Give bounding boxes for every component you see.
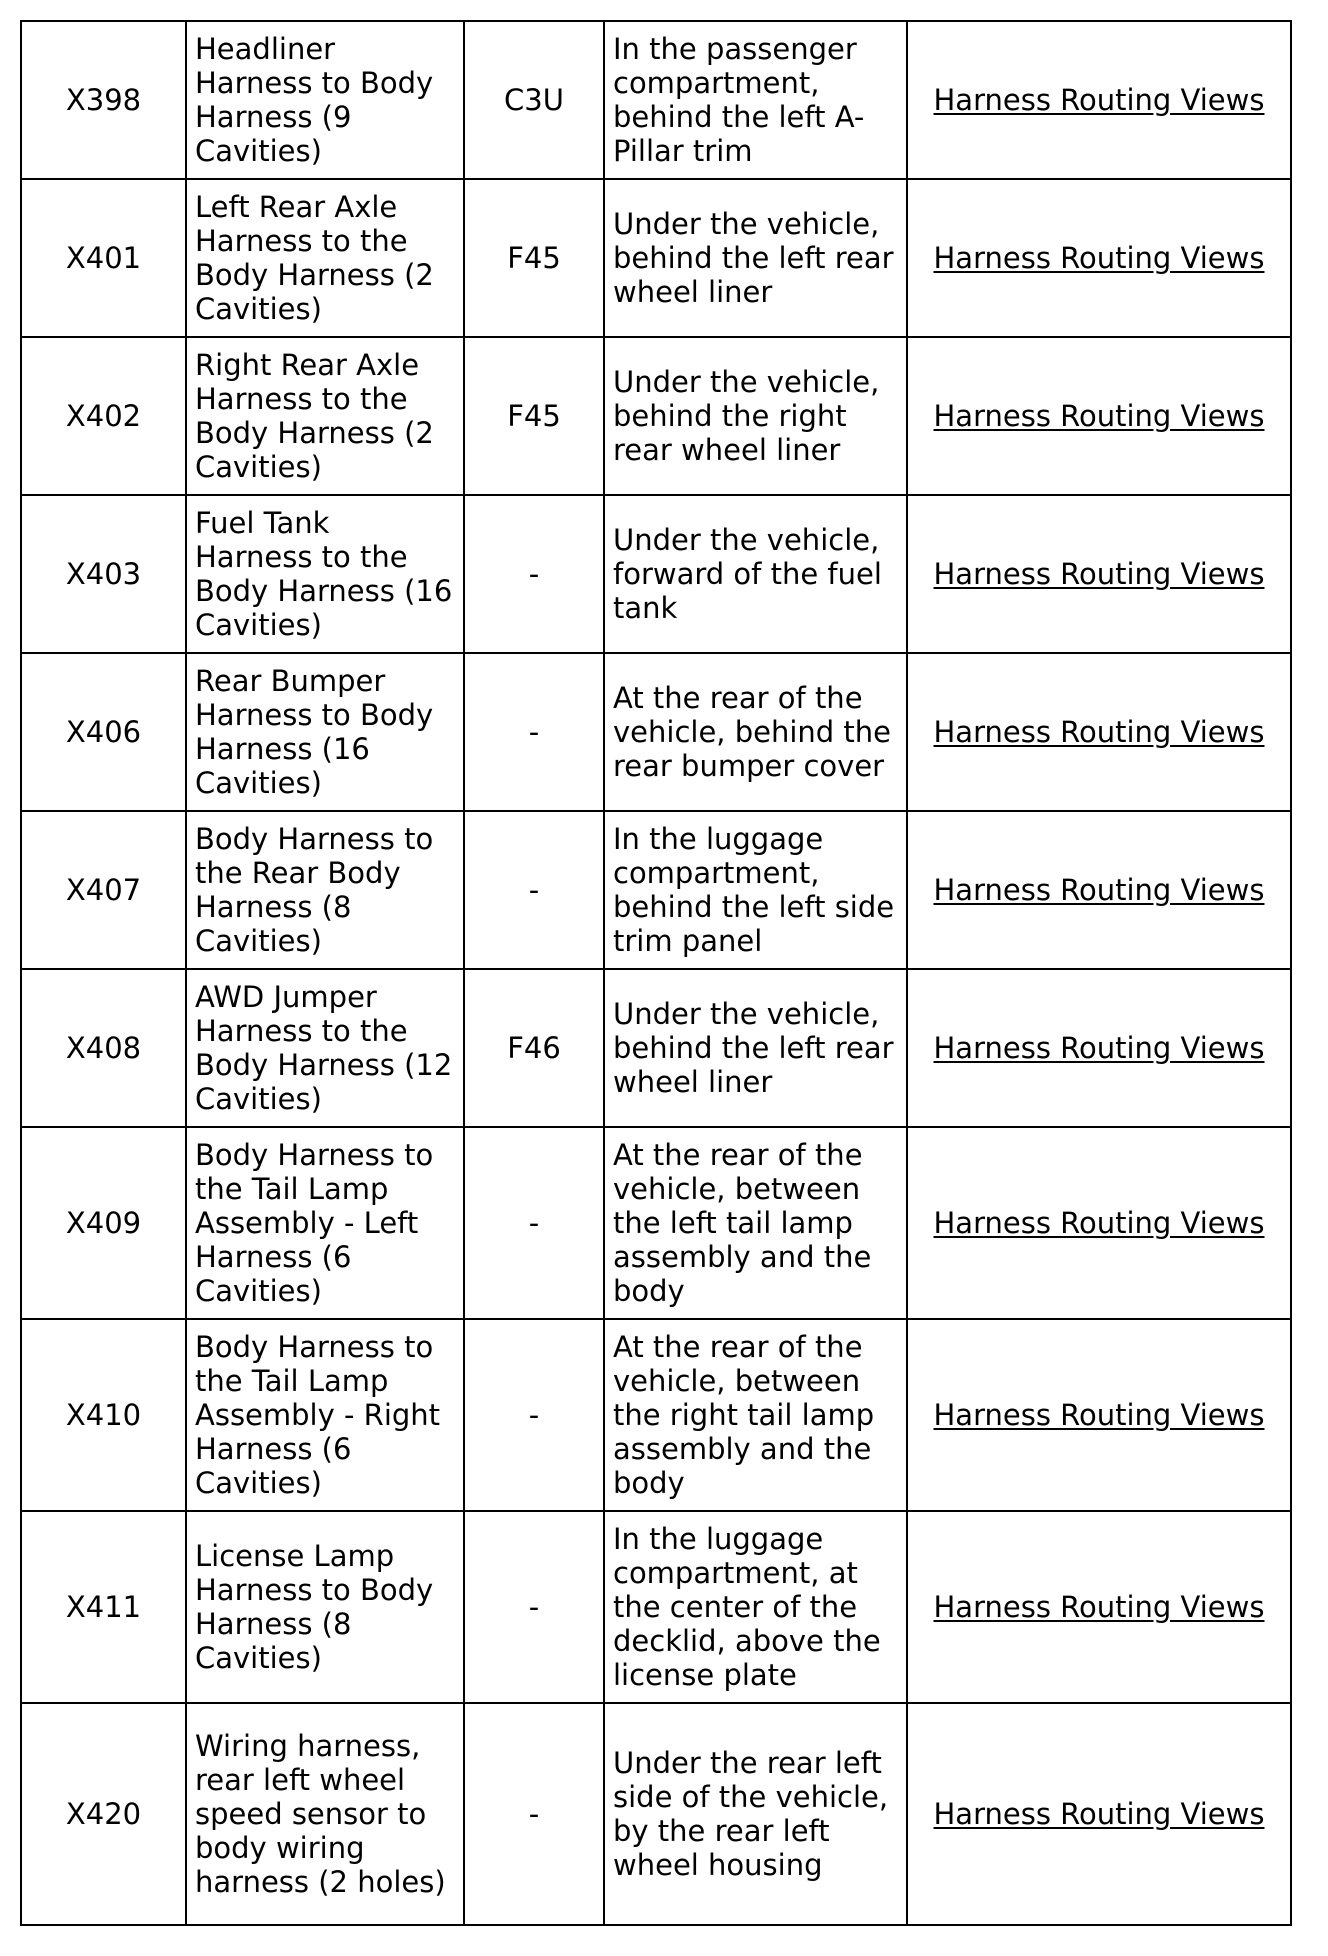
table-row [21,1127,1291,1319]
connector-id: X410 [21,1319,186,1511]
connector-location: Under the vehicle, forward of the fuel tank [604,495,907,653]
table-row [21,179,1291,337]
connector-description: Body Harness to the Tail Lamp Assembly - Right Harness (6 Cavities) [186,1319,464,1511]
connector-location: In the passenger compartment, behind the left A-Pillar trim [604,21,907,179]
routing-cell [907,1319,1291,1511]
connector-id: X398 [21,21,186,179]
connector-id: X401 [21,179,186,337]
table-row [21,337,1291,495]
connector-id: X408 [21,969,186,1127]
routing-cell [907,495,1291,653]
connector-id: X409 [21,1127,186,1319]
table-row [21,21,1291,179]
table-row [21,1511,1291,1703]
location-code: F45 [464,337,604,495]
connector-location: Under the vehicle, behind the left rear wheel liner [604,969,907,1127]
connector-location: At the rear of the vehicle, between the left tail lamp assembly and the body [604,1127,907,1319]
connector-table [20,20,1292,1926]
connector-description: Headliner Harness to Body Harness (9 Cavities) [186,21,464,179]
harness-routing-link[interactable]: Harness Routing Views [933,1031,1265,1065]
connector-description: License Lamp Harness to Body Harness (8 Cavities) [186,1511,464,1703]
harness-routing-link[interactable]: Harness Routing Views [933,1590,1265,1624]
connector-location: At the rear of the vehicle, between the right tail lamp assembly and the body [604,1319,907,1511]
location-code: - [464,1127,604,1319]
routing-cell [907,21,1291,179]
connector-id: X420 [21,1703,186,1925]
table-row [21,969,1291,1127]
harness-routing-link[interactable]: Harness Routing Views [933,83,1265,117]
connector-list-page [20,20,1290,1926]
location-code: - [464,653,604,811]
harness-routing-link[interactable]: Harness Routing Views [933,399,1265,433]
routing-cell [907,1127,1291,1319]
connector-id: X411 [21,1511,186,1703]
connector-id: X403 [21,495,186,653]
routing-cell [907,337,1291,495]
connector-location: Under the rear left side of the vehicle, by the rear left wheel housing [604,1703,907,1925]
connector-description: Wiring harness, rear left wheel speed sensor to body wiring harness (2 holes) [186,1703,464,1925]
location-code: F46 [464,969,604,1127]
connector-id: X406 [21,653,186,811]
connector-description: Body Harness to the Tail Lamp Assembly - Left Harness (6 Cavities) [186,1127,464,1319]
harness-routing-link[interactable]: Harness Routing Views [933,1797,1265,1831]
harness-routing-link[interactable]: Harness Routing Views [933,1206,1265,1240]
connector-description: Rear Bumper Harness to Body Harness (16 Cavities) [186,653,464,811]
connector-location: Under the vehicle, behind the left rear wheel liner [604,179,907,337]
table-row [21,1319,1291,1511]
location-code: - [464,811,604,969]
location-code: - [464,495,604,653]
connector-id: X407 [21,811,186,969]
table-row [21,495,1291,653]
location-code: - [464,1319,604,1511]
connector-location: In the luggage compartment, at the center of the decklid, above the license plate [604,1511,907,1703]
table-row [21,653,1291,811]
routing-cell [907,1703,1291,1925]
harness-routing-link[interactable]: Harness Routing Views [933,873,1265,907]
connector-description: Right Rear Axle Harness to the Body Harness (2 Cavities) [186,337,464,495]
table-row [21,811,1291,969]
harness-routing-link[interactable]: Harness Routing Views [933,557,1265,591]
location-code: F45 [464,179,604,337]
table-row [21,1703,1291,1925]
connector-description: Body Harness to the Rear Body Harness (8 Cavities) [186,811,464,969]
connector-description: Left Rear Axle Harness to the Body Harness (2 Cavities) [186,179,464,337]
location-code: - [464,1511,604,1703]
connector-location: At the rear of the vehicle, behind the rear bumper cover [604,653,907,811]
harness-routing-link[interactable]: Harness Routing Views [933,241,1265,275]
connector-location: In the luggage compartment, behind the left side trim panel [604,811,907,969]
connector-description: Fuel Tank Harness to the Body Harness (16 Cavities) [186,495,464,653]
routing-cell [907,969,1291,1127]
connector-id: X402 [21,337,186,495]
connector-description: AWD Jumper Harness to the Body Harness (12 Cavities) [186,969,464,1127]
location-code: - [464,1703,604,1925]
harness-routing-link[interactable]: Harness Routing Views [933,1398,1265,1432]
routing-cell [907,811,1291,969]
routing-cell [907,653,1291,811]
location-code: C3U [464,21,604,179]
harness-routing-link[interactable]: Harness Routing Views [933,715,1265,749]
routing-cell [907,179,1291,337]
routing-cell [907,1511,1291,1703]
connector-location: Under the vehicle, behind the right rear wheel liner [604,337,907,495]
